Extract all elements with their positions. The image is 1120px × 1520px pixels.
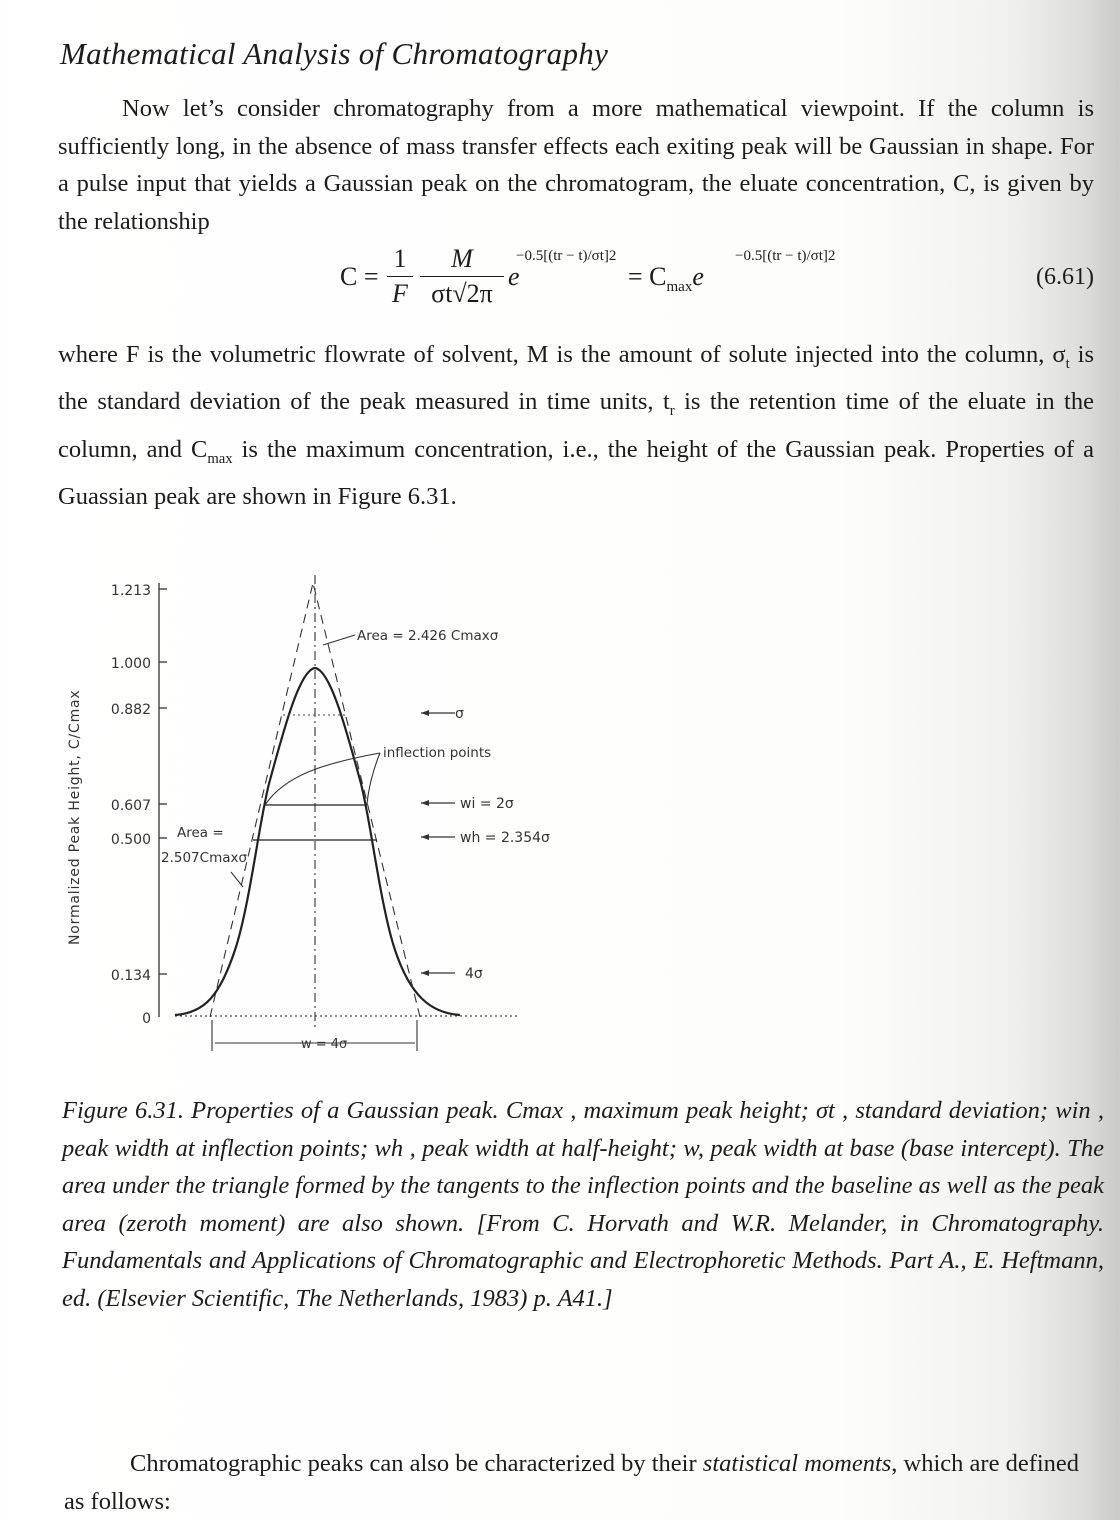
figure-caption: Figure 6.31. Properties of a Gaussian peak. Cmax , maximum peak height; σt , standard deviation; win , peak width at inflection points; wh , peak width at half-height; w, peak width at base (base intercept). The area under the triangle formed by the tangents to the inflection points and the baseline as well as the peak area (zeroth moment) are also shown. [From C. Horvath and W.R. Melander, in Chromatography. Fundamentals and Applications of Chromatographic and Electrophoretic Methods. Part A., E. Heftmann, ed. (Elsevier Scientific, The Netherlands, 1983) p. A41.] — [62, 1097, 1104, 1312]
area-triangle-label: Area = 2.426 Cmaxσ — [357, 628, 499, 644]
gaussian-peak-diagram — [55, 565, 615, 1065]
equation-fraction-2 — [420, 244, 504, 309]
moments-text-1: Chromatographic peaks can also be characterized by their — [130, 1450, 703, 1477]
y-axis-ticks — [159, 589, 167, 974]
tick-label: 0.134 — [110, 968, 151, 984]
inflection-callout-right — [367, 753, 380, 805]
cmax-subscript: max — [207, 450, 233, 467]
tick-label: 0 — [142, 1011, 151, 1027]
definitions-text-2: is the standard deviation of the peak measured in time units, t — [58, 341, 1095, 416]
definitions-text-3: is the retention time of the eluate in the column, and C — [58, 388, 1094, 463]
equation-fraction-1 — [387, 244, 413, 309]
wh-label: wh = 2.354σ — [460, 830, 550, 846]
wi-label: wi = 2σ — [460, 796, 514, 812]
tangent-line-left — [210, 583, 313, 1017]
inflection-callout-left — [265, 753, 380, 805]
y-axis-label: Normalized Peak Height, C/Cmax — [67, 689, 83, 945]
equation-6-61 — [340, 242, 1100, 322]
gaussian-curve — [175, 668, 460, 1015]
fraction-2-numerator: M — [420, 244, 504, 277]
moments-text-2: , which are defined as follows: — [64, 1450, 1080, 1515]
equation-cmax: = C — [628, 262, 667, 291]
area-triangle-arrow — [323, 635, 355, 645]
section-title: Mathematical Analysis of Chromatography — [60, 36, 609, 71]
equation-exponent-2: −0.5[(tr − t)/σt]2 — [735, 248, 836, 264]
base-width-label: w = 4σ — [301, 1037, 348, 1052]
definitions-text-1: where F is the volumetric flowrate of solvent, M is the amount of solute injected into the column, σ — [58, 341, 1066, 368]
tick-labels — [111, 583, 151, 1027]
paragraph-definitions — [58, 336, 1094, 516]
equation-exponent-1: −0.5[(tr − t)/σt]2 — [516, 248, 617, 264]
fraction-1-numerator: 1 — [387, 244, 413, 277]
tick-label: 1.213 — [110, 583, 151, 599]
definitions-text-4: is the maximum concentration, i.e., the height of the Gaussian peak. Properties of a Guassian peak are shown in Figure 6.31. — [58, 435, 1094, 511]
equation-exponential-1: e — [508, 262, 520, 291]
equation-exponential-2: e — [692, 262, 704, 291]
equation-cmax-subscript: max — [666, 279, 693, 295]
paragraph-intro-text: Now let’s consider chromatography from a more mathematical viewpoint. If the column is sufficiently long, in the absence of mass transfer effects each exiting peak will be Gaussian in shape. For a pulse input that yields a Gaussian peak on the chromatogram, the eluate concentration, C, is given by the relationship — [58, 95, 1094, 235]
paragraph-intro — [58, 90, 1094, 240]
figure-6-31 — [55, 565, 615, 1070]
tick-label: 0.607 — [110, 798, 151, 814]
tick-label: 0.500 — [110, 832, 151, 848]
tr-subscript: r — [669, 403, 675, 420]
area-peak-arrow — [231, 872, 243, 887]
area-peak-label-line1: Area = — [177, 825, 224, 841]
equation-number: (6.61) — [1036, 264, 1094, 290]
fraction-1-denominator: F — [392, 279, 408, 308]
equation-lhs: C = — [340, 262, 379, 291]
paragraph-moments — [64, 1445, 1104, 1520]
area-peak-label-line2: 2.507Cmaxσ — [161, 850, 248, 866]
fraction-2-denominator: σt√2π — [431, 279, 493, 308]
tick-label: 1.000 — [110, 656, 151, 672]
tangent-line-right — [313, 583, 420, 1017]
moments-emphasis: statistical moments — [702, 1450, 892, 1477]
sigma-label: σ — [455, 706, 464, 722]
tick-label: 0.882 — [110, 702, 151, 718]
equation-rhs — [628, 262, 704, 296]
sigma-subscript: t — [1065, 355, 1070, 372]
four-sigma-label: 4σ — [465, 966, 483, 982]
inflection-points-label: inflection points — [383, 745, 492, 761]
